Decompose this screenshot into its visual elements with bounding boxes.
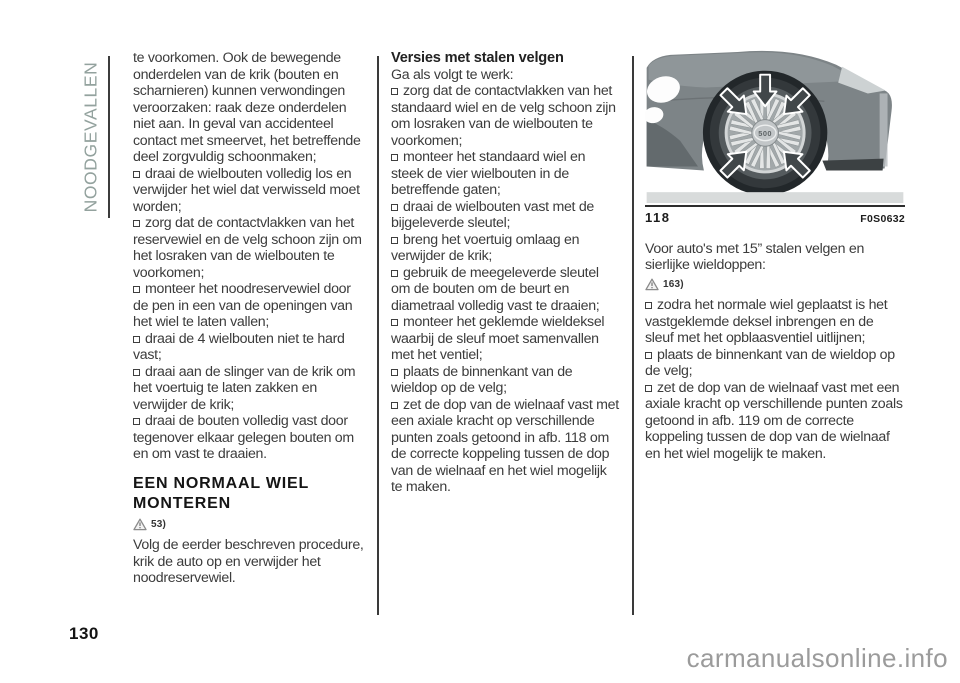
watermark: carmanualsonline.info: [686, 643, 948, 673]
spine-rule: [108, 56, 110, 218]
square-bullet-icon: [391, 88, 398, 95]
chapter-spine-label: NOODGEVALLEN: [80, 61, 101, 213]
column-3: [645, 50, 905, 462]
square-bullet-icon: [391, 369, 398, 376]
instruction-item: draai de bouten volledig vast door tegenover elkaar gelegen bouten om en om vast te draaien.: [133, 413, 354, 462]
section-heading: EEN NORMAAL WIEL MONTEREN: [133, 474, 309, 512]
instruction-item: monteer het noodreservewiel door de pen in een van de openingen van het wiel te laten vallen;: [133, 281, 353, 330]
square-bullet-icon: [133, 369, 140, 376]
instruction-item: draai de 4 wielbouten niet te hard vast;: [133, 330, 345, 363]
instruction-item: zet de dop van de wielnaaf vast met een axiale kracht op verschillende punten zoals getoond in afb. 119 om de correcte koppeling tussen de dop van de wielnaaf en het wiel mogelijk te maken.: [645, 379, 903, 462]
square-bullet-icon: [133, 171, 140, 178]
square-bullet-icon: [133, 220, 140, 227]
instruction-item: gebruik de meegeleverde sleutel om de bouten om de beurt en diametraal volledig vast te draaien;: [391, 264, 600, 314]
warning-reference: [133, 517, 364, 534]
paragraph: Voor auto's met 15” stalen velgen en sierlijke wieldoppen:: [645, 240, 865, 273]
square-bullet-icon: [645, 385, 652, 392]
instruction-item: draai aan de slinger van de krik om het voertuig te laten zakken en verwijder de krik;: [133, 363, 356, 413]
sub-heading: Versies met stalen velgen: [391, 50, 564, 66]
square-bullet-icon: [391, 154, 398, 161]
page-number: 130: [69, 624, 99, 643]
figure-code: F0S0632: [860, 213, 905, 225]
instruction-item: monteer het geklemde wieldeksel waarbij de sleuf moet samenvallen met het ventiel;: [391, 314, 605, 363]
warning-number: 53): [151, 518, 167, 530]
instruction-item: draai de wielbouten volledig los en verwijder het wiel dat verwisseld moet worden;: [133, 165, 360, 215]
instruction-item: plaats de binnenkant van de wieldop op de velg;: [645, 346, 895, 379]
square-bullet-icon: [133, 418, 140, 425]
square-bullet-icon: [133, 286, 140, 293]
instruction-item: zorg dat de contactvlakken van het reservewiel en de velg schoon zijn om het losraken van de wielbouten te voorkomen;: [133, 215, 362, 281]
wheel-hubcap-illustration: [645, 50, 905, 207]
chapter-spine: [80, 56, 102, 218]
square-bullet-icon: [645, 302, 652, 309]
figure-118: [645, 50, 905, 228]
square-bullet-icon: [391, 319, 398, 326]
square-bullet-icon: [133, 336, 140, 343]
column-divider-1: [377, 56, 379, 615]
warning-triangle-icon: [645, 278, 659, 291]
square-bullet-icon: [645, 352, 652, 359]
figure-number: 118: [645, 210, 671, 225]
square-bullet-icon: [391, 237, 398, 244]
square-bullet-icon: [391, 270, 398, 277]
instruction-item: monteer het standaard wiel en steek de vier wielbouten in de betreffende gaten;: [391, 149, 586, 198]
paragraph: te voorkomen. Ook de bewegende onderdelen van de krik (bouten en scharnieren) kunnen verwondingen veroorzaken: raak deze onderdelen niet aan. In geval van accidenteel contact met smeervet, het betreffende deel zorgvuldig schoonmaken;: [133, 50, 361, 165]
warning-triangle-icon: [133, 518, 147, 531]
instruction-item: zodra het normale wiel geplaatst is het vastgeklemde deksel inbrengen en de sleuf met het opblaasventiel uitlijnen;: [645, 297, 888, 346]
instruction-item: zet de dop van de wielnaaf vast met een axiale kracht op verschillende punten zoals getoond in afb. 118 om de correcte koppeling tussen de dop van de wielnaaf en het wiel mogelijk te maken.: [391, 396, 619, 495]
column-divider-2: [632, 56, 634, 615]
paragraph: Volg de eerder beschreven procedure, krik de auto op en verwijder het noodreservewiel.: [133, 537, 364, 586]
hubcap-logo-text: 500: [758, 128, 773, 138]
column-1: [133, 50, 364, 587]
paragraph: Ga als volgt te werk:: [391, 66, 514, 83]
instruction-item: plaats de binnenkant van de wieldop op de velg;: [391, 363, 573, 396]
figure-caption: [645, 210, 905, 228]
warning-number: 163): [663, 278, 684, 290]
instruction-item: breng het voertuig omlaag en verwijder de krik;: [391, 231, 580, 264]
instruction-item: zorg dat de contactvlakken van het standaard wiel en de velg schoon zijn om losraken van de wielbouten te voorkomen;: [391, 83, 616, 149]
column-2: [391, 50, 619, 496]
square-bullet-icon: [391, 204, 398, 211]
warning-reference: [645, 277, 905, 294]
square-bullet-icon: [391, 402, 398, 409]
instruction-item: draai de wielbouten vast met de bijgeleverde sleutel;: [391, 198, 595, 231]
